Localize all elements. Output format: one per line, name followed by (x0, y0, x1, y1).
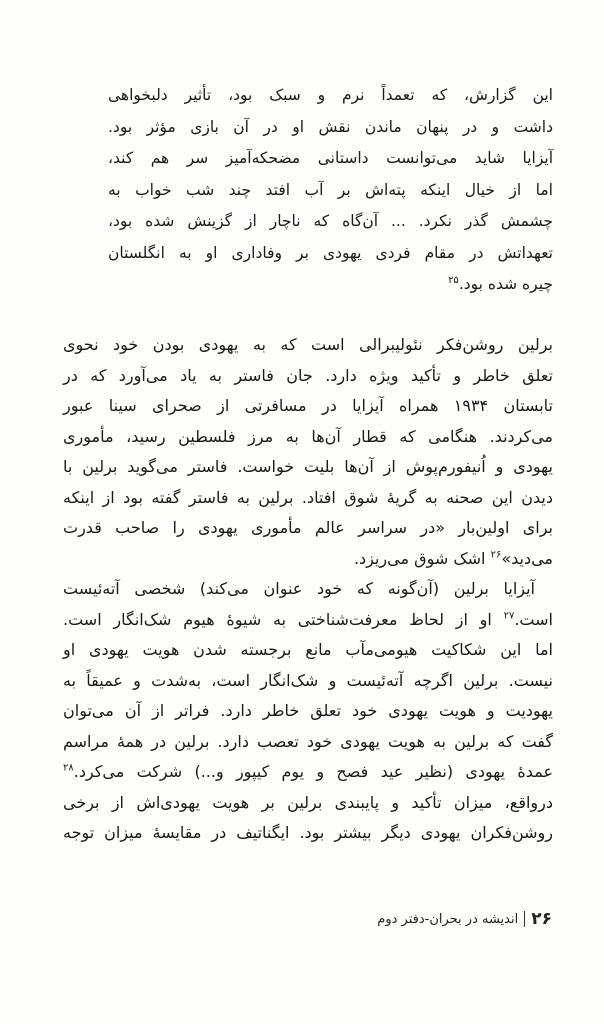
body-line: آیزایا برلین (آن‌گونه که خود عنوان می‌کند) شخصی آته‌ئیست (63, 579, 535, 598)
page-number: ۲۶ (531, 909, 552, 929)
body-line (63, 544, 553, 575)
body-line-text: او از لحاظ معرفت‌شناختی به شیوهٔ هیوم شک‌انگار است. (63, 609, 504, 629)
footer-divider (524, 911, 525, 927)
body-line: گفت که برلین به هویت یهودی خود تعصب دارد. برلین در همهٔ مراسم (63, 731, 553, 751)
body-line (63, 757, 553, 788)
footnote-marker[interactable]: ۲۸ (63, 762, 74, 774)
body-line (63, 605, 553, 636)
body-line: اما این شکاکیت هیومی‌مآب مانع برجسته شدن هویت یهودی او (63, 640, 553, 659)
body-line-text: است. (514, 609, 553, 629)
body-line: درواقع، میزان تأکید و پایبندی برلین بر هویت یهودی‌اش از برخی (63, 792, 553, 812)
quote-line-text: چیره شده بود. (458, 275, 553, 293)
body-line: یهودیت و هویت یهودی خود تعلق خاطر دارد. فراتر از آن می‌توان (63, 701, 553, 720)
body-line: یهودی و اُنیفورم‌پوش از آن‌ها بلیت خواست. فاستر می‌گوید برلین با (63, 457, 553, 476)
body-line-text: می‌دید» (501, 548, 553, 568)
block-quote (108, 80, 553, 301)
body-line: برلین روشن‌فکر نئولیبرالی است که به یهودی بودن خود نحوی (63, 335, 553, 354)
quote-line: این گزارش، که تعمداً نرم و سبک بود، تأثیر دلبخواهی (108, 86, 553, 104)
body-line-text: اشک شوق می‌ریزد. (353, 548, 491, 568)
body-line: روشن‌فکران یهودی دیگر بیشتر بود. ایگناتیف در مقایسهٔ میزان توجه (63, 823, 553, 842)
page-footer (377, 909, 552, 929)
quote-line: چشمش گذر نکرد. ... آن‌گاه که ناچار از گزینش شده بود، (108, 212, 553, 230)
quote-line: اما از خیال اینکه پته‌اش بر آب افتد چند شب خواب به (108, 180, 553, 199)
body-text (63, 330, 553, 849)
footnote-marker[interactable]: ۲۵ (448, 274, 459, 286)
quote-line: آیزایا شاید می‌توانست داستانی مضحکه‌آمیز سر هم کند، (108, 149, 553, 167)
body-line-text: عمدهٔ یهودی (نظیر عید فصح و یوم کیپور و...) شرکت می‌کرد. (73, 762, 553, 781)
quote-line: تعهداتش در مقام فردی یهودی بر وفاداری او به انگلستان (108, 243, 553, 262)
body-line: برای اولین‌بار «در سراسر عالم مأموری یهودی را صاحب قدرت (63, 518, 553, 537)
footnote-marker[interactable]: ۲۶ (490, 549, 502, 561)
body-line: می‌کردند. هنگامی که قطار آن‌ها به مرز فلسطین رسید، مأموری (63, 426, 553, 446)
quote-last-line (108, 269, 553, 301)
body-line: تابستان ۱۹۳۴ همراه آیزایا در مسافرتی از صحرای سینا عبور (63, 396, 553, 415)
body-line: تعلق خاطر و تأکید ویژه دارد. جان فاستر به یاد می‌آورد که در (63, 365, 553, 385)
body-line: نیست. برلین اگرچه آته‌ئیست و شک‌انگار است، به‌شدت و عمیقاً به (63, 670, 553, 690)
body-line: دیدن این صحنه به گریهٔ شوق افتاد. برلین به فاستر گفته بود از اینکه (63, 487, 553, 507)
quote-line: داشت و در پنهان ماندن نقش او در آن بازی مؤثر بود. (108, 117, 553, 136)
footnote-marker[interactable]: ۲۷ (503, 610, 515, 622)
running-title: اندیشه در بحران-دفتر دوم (377, 911, 519, 927)
